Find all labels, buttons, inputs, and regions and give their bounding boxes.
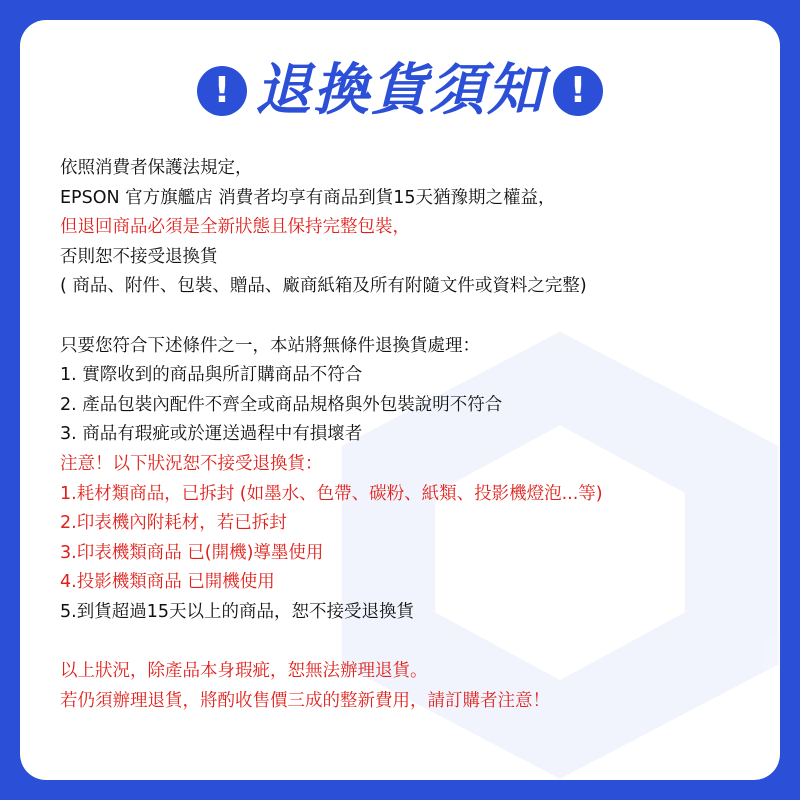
notice-item: 4.投影機類商品 已開機使用 [60,572,275,593]
notice-item: 2.印表機內附耗材，若已拆封 [60,513,287,534]
exclamation-circle-icon: ! [197,66,247,116]
notice-item: 1.耗材類商品，已拆封 (如墨水、色帶、碳粉、紙類、投影機燈泡...等) [60,483,603,504]
footer-line: 若仍須辦理退貨，將酌收售價三成的整新費用，請訂購者注意！ [60,690,550,711]
intro-line: EPSON 官方旗艦店 消費者均享有商品到貨15天猶豫期之權益， [60,187,556,208]
condition-item: 3. 商品有瑕疵或於運送過程中有損壞者 [60,424,363,445]
footer-line: 以上狀況，除產品本身瑕疵，恕無法辦理退貨。 [60,661,428,682]
notice-card [20,20,780,780]
notice-heading: 注意！以下狀況恕不接受退換貨： [60,453,323,474]
exclamation-circle-icon: ! [553,66,603,116]
intro-line: 否則恕不接受退換貨 [60,246,218,267]
page-title: 退換貨須知 [255,58,545,123]
condition-item: 1. 實際收到的商品與所訂購商品不符合 [60,365,363,386]
notice-item: 3.印表機類商品 已(開機)導墨使用 [60,542,324,563]
intro-line: ( 商品、附件、包裝、贈品、廠商紙箱及所有附隨文件或資料之完整) [60,276,587,297]
section-gap [60,628,760,658]
condition-item: 2. 產品包裝內配件不齊全或商品規格與外包裝說明不符合 [60,394,503,415]
notice-item: 5.到貨超過15天以上的商品，恕不接受退換貨 [60,601,414,622]
intro-line: 依照消費者保護法規定， [60,158,253,178]
notice-header [20,56,780,126]
intro-line-highlight: 但退回商品必須是全新狀態且保持完整包裝， [60,217,410,238]
notice-body [60,154,760,716]
conditions-heading: 只要您符合下述條件之一，本站將無條件退換貨處理： [60,335,480,356]
section-gap [60,302,760,332]
